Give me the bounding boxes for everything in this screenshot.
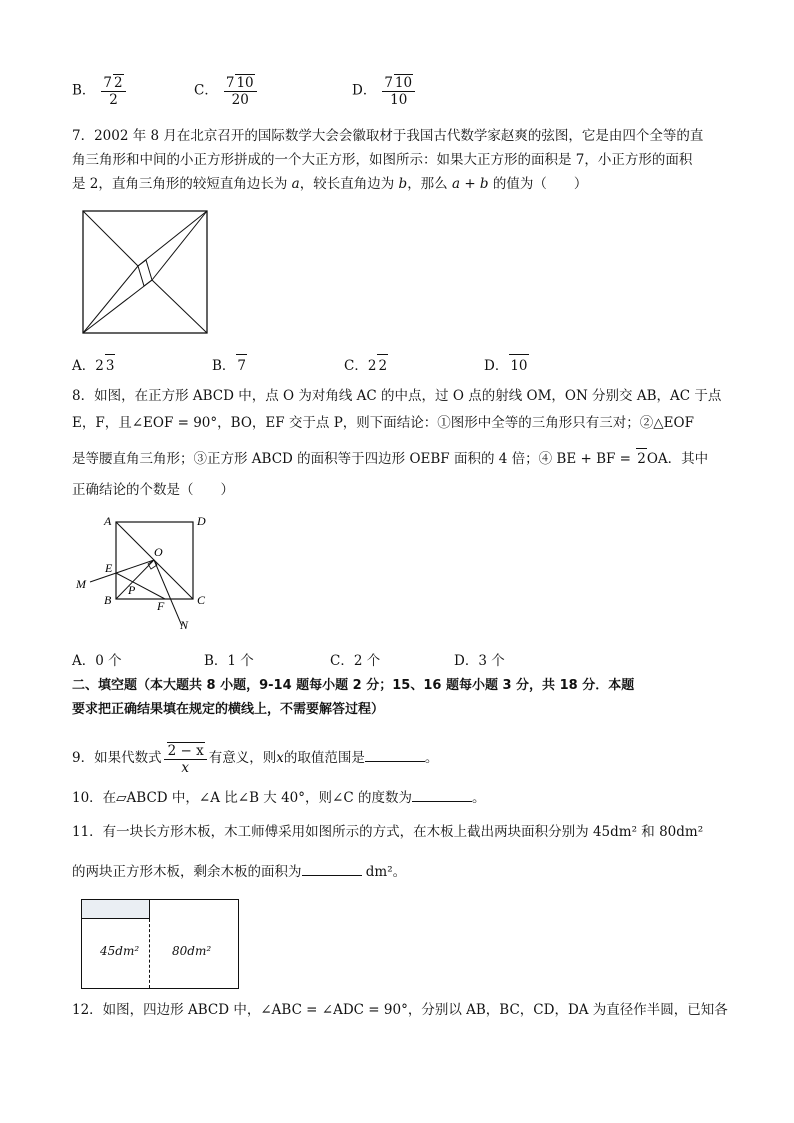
label-p: P <box>128 583 136 597</box>
label-a: A <box>104 514 112 528</box>
label-m: M <box>76 577 86 591</box>
label-e: E <box>105 561 113 575</box>
section2-heading-line2: 要求把正确结果填在规定的横线上，不需要解答过程） <box>72 702 385 717</box>
label-d: D <box>197 514 206 528</box>
remaining-board-strip <box>82 900 150 919</box>
q7-option-d: D． 10 <box>484 354 529 377</box>
label-n: N <box>180 618 189 632</box>
q7-option-a: A．2 3 <box>72 354 115 377</box>
q6-option-b: B． $\frac{7 2}{2}$ <box>72 74 126 108</box>
q11-answer-blank[interactable] <box>302 863 362 876</box>
q8-line1: 8．如图，在正方形 ABCD 中，点 O 为对角线 AC 的中点，过 O 点的射线 OM，ON 分别交 AB，AC 于点 <box>72 388 722 404</box>
q9: 9．如果代数式 $\frac{2 - x}{x}$ 有意义，则x的取值范围是 。 <box>72 742 439 776</box>
wood-board-figure <box>81 899 239 989</box>
q11-line2: 的两块正方形木板，剩余木板的面积为 dm²。 <box>72 864 407 880</box>
q8-option-b: B．1 个 <box>204 653 254 669</box>
square-abcd-figure <box>72 508 222 632</box>
q7-option-c: C．2 2 <box>344 354 388 377</box>
q10: 10．在▱ABCD 中，∠A 比∠B 大 40°，则∠C 的度数为 。 <box>72 790 486 806</box>
q9-answer-blank[interactable] <box>365 749 425 762</box>
q8-option-a: A．0 个 <box>72 653 122 669</box>
q8-line3: 是等腰直角三角形；③正方形 ABCD 的面积等于四边形 OEBF 面积的 4 倍；④ BE + BF = 2OA．其中 <box>72 448 708 469</box>
q8-option-d: D．3 个 <box>454 653 505 669</box>
q8-line2: E，F，且∠EOF = 90°，BO，EF 交于点 P，则下面结论：①图形中全等的三角形只有三对；②△EOF <box>72 415 694 431</box>
label-o: O <box>154 545 163 559</box>
label-f: F <box>157 599 165 613</box>
q11-line1: 11．有一块长方形木板，木工师傅采用如图所示的方式，在木板上截出两块面积分别为 45dm² 和 80dm² <box>72 824 704 840</box>
square-80-label: 80dm² <box>172 944 212 958</box>
zhao-shuang-diagram <box>80 208 210 336</box>
q7-option-b: B． 7 <box>212 354 247 377</box>
q6-option-d: D． $\frac{7 10}{10}$ <box>352 74 415 108</box>
dashed-cut-line <box>149 919 150 988</box>
label-b: B <box>104 593 112 607</box>
q7-line1: 7．2002 年 8 月在北京召开的国际数学大会会徽取材于我国古代数学家赵爽的弦图，它是由四个全等的直 <box>72 128 704 144</box>
q10-answer-blank[interactable] <box>412 789 472 802</box>
q7-line3: 是 2，直角三角形的较短直角边长为 a，较长直角边为 b，那么 a + b 的值为（ ） <box>72 176 588 192</box>
q6-option-c: C． $\frac{7 10}{20}$ <box>194 74 257 108</box>
square-45-label: 45dm² <box>100 944 140 958</box>
label-c: C <box>197 593 206 607</box>
q12: 12．如图，四边形 ABCD 中，∠ABC = ∠ADC = 90°，分别以 AB，BC，CD，DA 为直径作半圆，已知各 <box>72 1002 728 1018</box>
q8-line4: 正确结论的个数是（ ） <box>72 482 234 498</box>
section2-heading-line1: 二、填空题（本大题共 8 小题，9-14 题每小题 2 分；15、16 题每小题 3 分，共 18 分．本题 <box>72 678 635 693</box>
q8-option-c: C．2 个 <box>330 653 381 669</box>
q7-line2: 角三角形和中间的小正方形拼成的一个大正方形，如图所示：如果大正方形的面积是 7，小正方形的面积 <box>72 152 693 168</box>
